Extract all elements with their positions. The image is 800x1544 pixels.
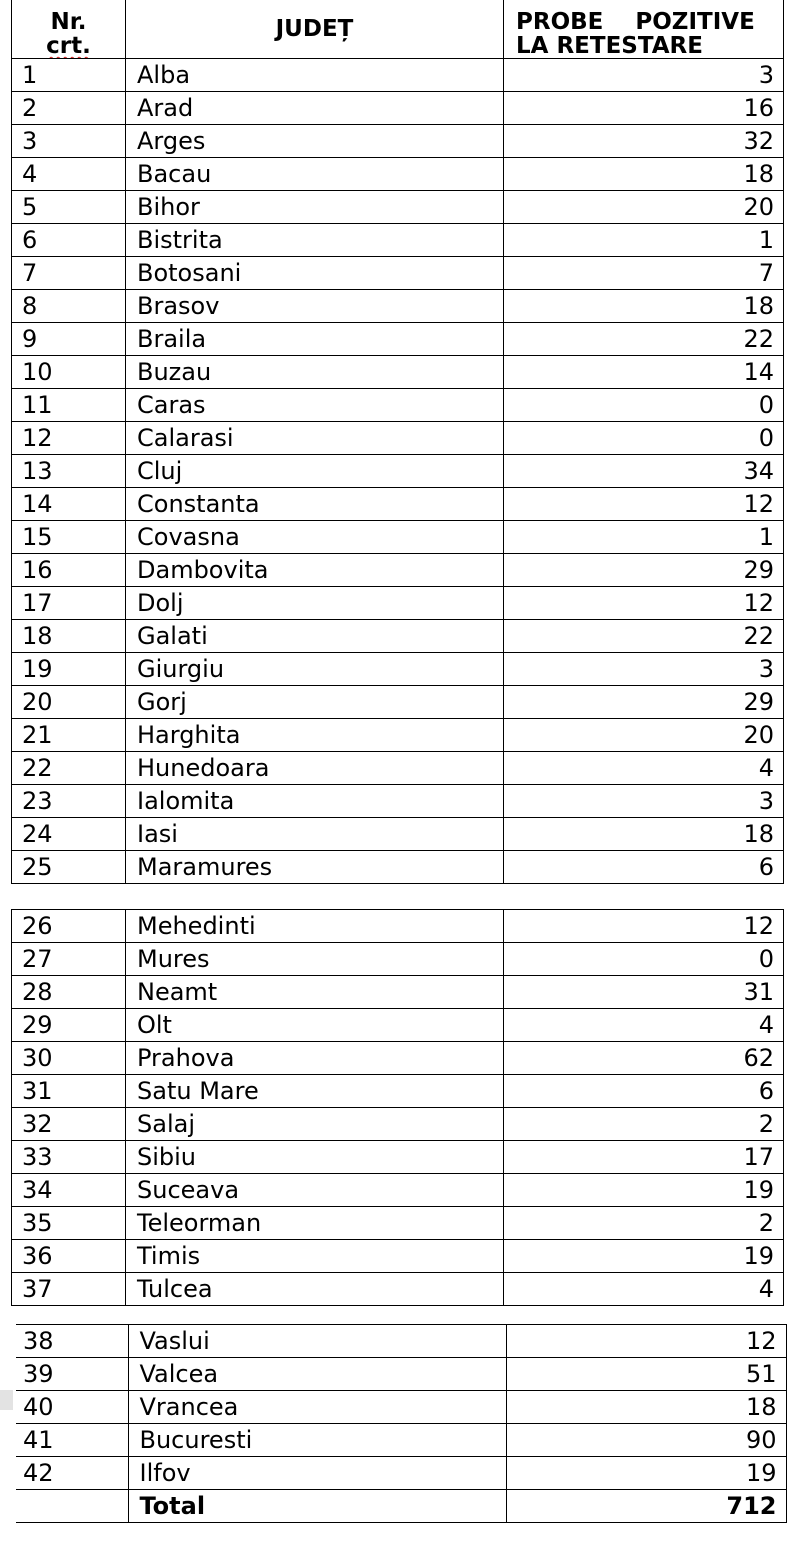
judet-cell: Botosani <box>126 257 504 290</box>
total-row <box>16 1490 786 1523</box>
header-nr-line2: crt. <box>46 33 91 59</box>
judet-cell: Neamt <box>126 976 504 1009</box>
positive-tests-cell: 4 <box>504 1273 784 1306</box>
table-row <box>12 1141 784 1174</box>
row-number-cell: 2 <box>12 92 126 125</box>
judet-cell: Salaj <box>126 1108 504 1141</box>
judet-cell: Giurgiu <box>126 653 504 686</box>
header-probe-line2: LA RETESTARE <box>516 33 703 59</box>
judet-cell: Satu Mare <box>126 1075 504 1108</box>
table-part-1 <box>11 0 784 884</box>
table-row <box>12 389 784 422</box>
table-part-3 <box>16 1324 787 1523</box>
row-number-cell: 33 <box>12 1141 126 1174</box>
table-row <box>12 158 784 191</box>
positive-tests-cell: 32 <box>504 125 784 158</box>
judet-cell: Caras <box>126 389 504 422</box>
row-number-cell: 11 <box>12 389 126 422</box>
judet-cell: Arges <box>126 125 504 158</box>
positive-tests-cell: 18 <box>504 158 784 191</box>
positive-tests-cell: 3 <box>504 785 784 818</box>
positive-tests-cell: 18 <box>504 290 784 323</box>
table-row <box>12 1273 784 1306</box>
positive-tests-cell: 22 <box>504 620 784 653</box>
row-number-cell: 36 <box>12 1240 126 1273</box>
row-number-cell: 24 <box>12 818 126 851</box>
row-number-cell: 27 <box>12 943 126 976</box>
table-body-part-1 <box>12 59 784 884</box>
judet-cell: Calarasi <box>126 422 504 455</box>
row-number-cell: 4 <box>12 158 126 191</box>
positive-tests-cell: 90 <box>506 1424 786 1457</box>
table-row <box>16 1457 786 1490</box>
row-number-cell: 31 <box>12 1075 126 1108</box>
table-row <box>12 1174 784 1207</box>
header-row <box>12 0 784 59</box>
table-row <box>12 653 784 686</box>
table-row <box>12 488 784 521</box>
table-row <box>16 1358 786 1391</box>
table-row <box>12 290 784 323</box>
row-number-cell: 15 <box>12 521 126 554</box>
row-number-cell: 30 <box>12 1042 126 1075</box>
margin-marker <box>0 1390 13 1410</box>
header-nr-crt <box>12 0 126 59</box>
row-number-cell: 22 <box>12 752 126 785</box>
table-row <box>12 257 784 290</box>
row-number-cell: 23 <box>12 785 126 818</box>
positive-tests-cell: 12 <box>506 1325 786 1358</box>
judet-cell: Galati <box>126 620 504 653</box>
positive-tests-cell: 31 <box>504 976 784 1009</box>
header-nr-line1: Nr. <box>50 9 87 35</box>
row-number-cell: 29 <box>12 1009 126 1042</box>
judet-cell: Mehedinti <box>126 910 504 943</box>
judet-cell: Tulcea <box>126 1273 504 1306</box>
table-row <box>12 620 784 653</box>
row-number-cell: 10 <box>12 356 126 389</box>
table-row <box>12 356 784 389</box>
row-number-cell: 3 <box>12 125 126 158</box>
table-row <box>16 1391 786 1424</box>
table-row <box>12 587 784 620</box>
positive-tests-cell: 18 <box>506 1391 786 1424</box>
judet-cell: Braila <box>126 323 504 356</box>
judet-cell: Brasov <box>126 290 504 323</box>
positive-tests-cell: 4 <box>504 1009 784 1042</box>
positive-tests-cell: 1 <box>504 224 784 257</box>
table-row <box>12 323 784 356</box>
positive-tests-cell: 62 <box>504 1042 784 1075</box>
table-row <box>12 818 784 851</box>
judet-cell: Covasna <box>126 521 504 554</box>
positive-tests-cell: 0 <box>504 422 784 455</box>
table-row <box>12 1009 784 1042</box>
judet-cell: Olt <box>126 1009 504 1042</box>
judet-cell: Vaslui <box>128 1325 506 1358</box>
table-row <box>12 719 784 752</box>
row-number-cell: 5 <box>12 191 126 224</box>
judet-cell: Valcea <box>128 1358 506 1391</box>
row-number-cell: 16 <box>12 554 126 587</box>
row-number-cell: 7 <box>12 257 126 290</box>
positive-tests-cell: 22 <box>504 323 784 356</box>
positive-tests-cell: 0 <box>504 943 784 976</box>
judet-cell: Harghita <box>126 719 504 752</box>
header-probe-pozitive <box>504 0 784 59</box>
judet-cell: Iasi <box>126 818 504 851</box>
header-probe-line1: PROBE POZITIVE <box>516 9 755 35</box>
positive-tests-cell: 16 <box>504 92 784 125</box>
positive-tests-cell: 3 <box>504 59 784 92</box>
row-number-cell: 34 <box>12 1174 126 1207</box>
row-number-cell: 21 <box>12 719 126 752</box>
header-judet <box>126 0 504 59</box>
table-row <box>12 1075 784 1108</box>
positive-tests-cell: 12 <box>504 587 784 620</box>
judet-cell: Ilfov <box>128 1457 506 1490</box>
row-number-cell: 35 <box>12 1207 126 1240</box>
total-nr-cell <box>16 1490 128 1523</box>
positive-tests-cell: 19 <box>506 1457 786 1490</box>
row-number-cell: 26 <box>12 910 126 943</box>
positive-tests-cell: 20 <box>504 191 784 224</box>
table-row <box>12 943 784 976</box>
table-body-part-3 <box>16 1325 786 1490</box>
judet-cell: Alba <box>126 59 504 92</box>
table-row <box>12 851 784 884</box>
table-row <box>12 521 784 554</box>
total-value: 712 <box>506 1490 786 1523</box>
judet-cell: Buzau <box>126 356 504 389</box>
row-number-cell: 32 <box>12 1108 126 1141</box>
table-row <box>16 1325 786 1358</box>
table-row <box>12 554 784 587</box>
judet-cell: Maramures <box>126 851 504 884</box>
judet-cell: Hunedoara <box>126 752 504 785</box>
judet-cell: Arad <box>126 92 504 125</box>
positive-tests-cell: 12 <box>504 910 784 943</box>
positive-tests-cell: 1 <box>504 521 784 554</box>
positive-tests-cell: 12 <box>504 488 784 521</box>
positive-tests-cell: 6 <box>504 1075 784 1108</box>
table-row <box>12 191 784 224</box>
positive-tests-cell: 34 <box>504 455 784 488</box>
table-row <box>12 686 784 719</box>
row-number-cell: 39 <box>16 1358 128 1391</box>
judet-cell: Cluj <box>126 455 504 488</box>
positive-tests-cell: 14 <box>504 356 784 389</box>
positive-tests-cell: 0 <box>504 389 784 422</box>
header-judet-label: JUDEȚ <box>275 15 354 42</box>
row-number-cell: 17 <box>12 587 126 620</box>
judet-cell: Teleorman <box>126 1207 504 1240</box>
positive-tests-cell: 7 <box>504 257 784 290</box>
table-row <box>12 976 784 1009</box>
table-row <box>12 92 784 125</box>
positive-tests-cell: 20 <box>504 719 784 752</box>
row-number-cell: 25 <box>12 851 126 884</box>
judet-cell: Gorj <box>126 686 504 719</box>
row-number-cell: 14 <box>12 488 126 521</box>
positive-tests-cell: 4 <box>504 752 784 785</box>
row-number-cell: 9 <box>12 323 126 356</box>
judet-cell: Bihor <box>126 191 504 224</box>
row-number-cell: 20 <box>12 686 126 719</box>
total-label: Total <box>128 1490 506 1523</box>
row-number-cell: 12 <box>12 422 126 455</box>
positive-tests-cell: 2 <box>504 1207 784 1240</box>
table-row <box>12 1042 784 1075</box>
judet-cell: Bucuresti <box>128 1424 506 1457</box>
positive-tests-cell: 3 <box>504 653 784 686</box>
judet-cell: Sibiu <box>126 1141 504 1174</box>
row-number-cell: 1 <box>12 59 126 92</box>
row-number-cell: 37 <box>12 1273 126 1306</box>
row-number-cell: 41 <box>16 1424 128 1457</box>
table-row <box>12 752 784 785</box>
positive-tests-cell: 17 <box>504 1141 784 1174</box>
table-part-2 <box>11 909 784 1306</box>
row-number-cell: 28 <box>12 976 126 1009</box>
judet-cell: Bistrita <box>126 224 504 257</box>
judet-cell: Timis <box>126 1240 504 1273</box>
judet-cell: Ialomita <box>126 785 504 818</box>
table-row <box>12 910 784 943</box>
table-body-part-2 <box>12 910 784 1306</box>
row-number-cell: 8 <box>12 290 126 323</box>
positive-tests-cell: 19 <box>504 1174 784 1207</box>
judet-cell: Suceava <box>126 1174 504 1207</box>
row-number-cell: 19 <box>12 653 126 686</box>
judet-cell: Bacau <box>126 158 504 191</box>
judet-cell: Mures <box>126 943 504 976</box>
table-row <box>12 224 784 257</box>
judet-cell: Prahova <box>126 1042 504 1075</box>
positive-tests-cell: 29 <box>504 554 784 587</box>
row-number-cell: 38 <box>16 1325 128 1358</box>
positive-tests-cell: 51 <box>506 1358 786 1391</box>
table-row <box>12 125 784 158</box>
judet-cell: Dambovita <box>126 554 504 587</box>
judet-cell: Dolj <box>126 587 504 620</box>
row-number-cell: 6 <box>12 224 126 257</box>
positive-tests-cell: 6 <box>504 851 784 884</box>
positive-tests-cell: 29 <box>504 686 784 719</box>
table-row <box>16 1424 786 1457</box>
table-row <box>12 59 784 92</box>
table-row <box>12 422 784 455</box>
row-number-cell: 40 <box>16 1391 128 1424</box>
judet-cell: Constanta <box>126 488 504 521</box>
row-number-cell: 18 <box>12 620 126 653</box>
table-row <box>12 1240 784 1273</box>
positive-tests-cell: 18 <box>504 818 784 851</box>
table-row <box>12 785 784 818</box>
positive-tests-cell: 2 <box>504 1108 784 1141</box>
row-number-cell: 42 <box>16 1457 128 1490</box>
positive-tests-cell: 19 <box>504 1240 784 1273</box>
table-row <box>12 1207 784 1240</box>
table-row <box>12 1108 784 1141</box>
row-number-cell: 13 <box>12 455 126 488</box>
table-row <box>12 455 784 488</box>
judet-cell: Vrancea <box>128 1391 506 1424</box>
